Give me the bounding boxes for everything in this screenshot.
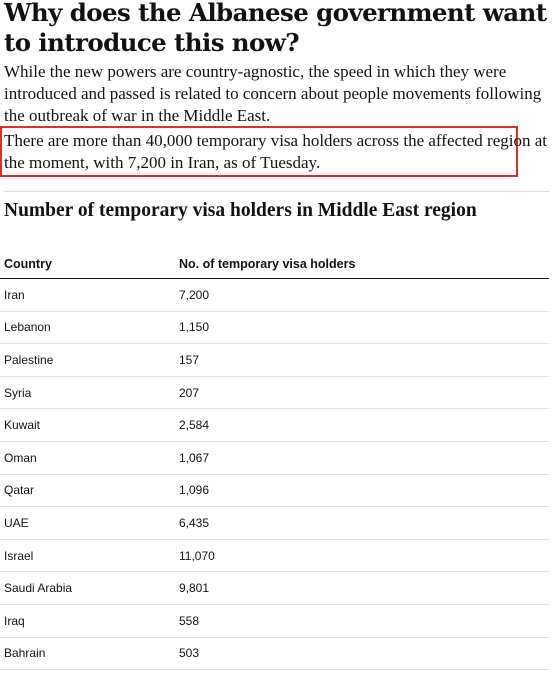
count-cell: 6,435 — [175, 507, 549, 540]
count-cell: 207 — [175, 376, 549, 409]
count-cell: 1,150 — [175, 311, 549, 344]
table-row — [0, 604, 549, 637]
table-row — [0, 441, 549, 474]
table-row — [0, 344, 549, 377]
table-row — [0, 572, 549, 605]
count-cell: 1,067 — [175, 441, 549, 474]
count-cell: 11,070 — [175, 539, 549, 572]
count-cell: 2,584 — [175, 409, 549, 442]
table-header-row — [0, 250, 549, 279]
count-cell: 7,200 — [175, 279, 549, 312]
country-cell: Saudi Arabia — [0, 572, 175, 605]
article-paragraph: While the new powers are country-agnostic, the speed in which they were introduced and passed is related to concern about people movements following the outbreak of war in the Middle East. — [4, 62, 542, 125]
count-cell: 558 — [175, 604, 549, 637]
count-cell: 503 — [175, 637, 549, 670]
country-cell: Oman — [0, 441, 175, 474]
country-cell: Israel — [0, 539, 175, 572]
table-row — [0, 474, 549, 507]
count-cell: 1,096 — [175, 474, 549, 507]
table-row — [0, 376, 549, 409]
country-cell: Bahrain — [0, 637, 175, 670]
count-cell: 9,801 — [175, 572, 549, 605]
country-cell: Iran — [0, 279, 175, 312]
country-cell: Iraq — [0, 604, 175, 637]
country-cell: Syria — [0, 376, 175, 409]
table-row — [0, 507, 549, 540]
section-divider — [4, 191, 549, 192]
table-row — [0, 311, 549, 344]
country-cell: Qatar — [0, 474, 175, 507]
column-header-count[interactable]: No. of temporary visa holders — [175, 250, 549, 279]
table-row — [0, 539, 549, 572]
country-cell: UAE — [0, 507, 175, 540]
table-title: Number of temporary visa holders in Middle East region — [4, 200, 477, 221]
column-header-country[interactable]: Country — [0, 250, 175, 279]
count-cell: 157 — [175, 344, 549, 377]
country-cell: Lebanon — [0, 311, 175, 344]
section-heading: Why does the Albanese government want to introduce this now? — [4, 0, 547, 57]
table-row — [0, 409, 549, 442]
country-cell: Kuwait — [0, 409, 175, 442]
visa-holders-table — [0, 250, 549, 670]
highlighted-paragraph: There are more than 40,000 temporary visa holders across the affected region at the moment, with 7,200 in Iran, as of Tuesday. — [4, 131, 547, 172]
table-row — [0, 279, 549, 312]
country-cell: Palestine — [0, 344, 175, 377]
table-row — [0, 637, 549, 670]
